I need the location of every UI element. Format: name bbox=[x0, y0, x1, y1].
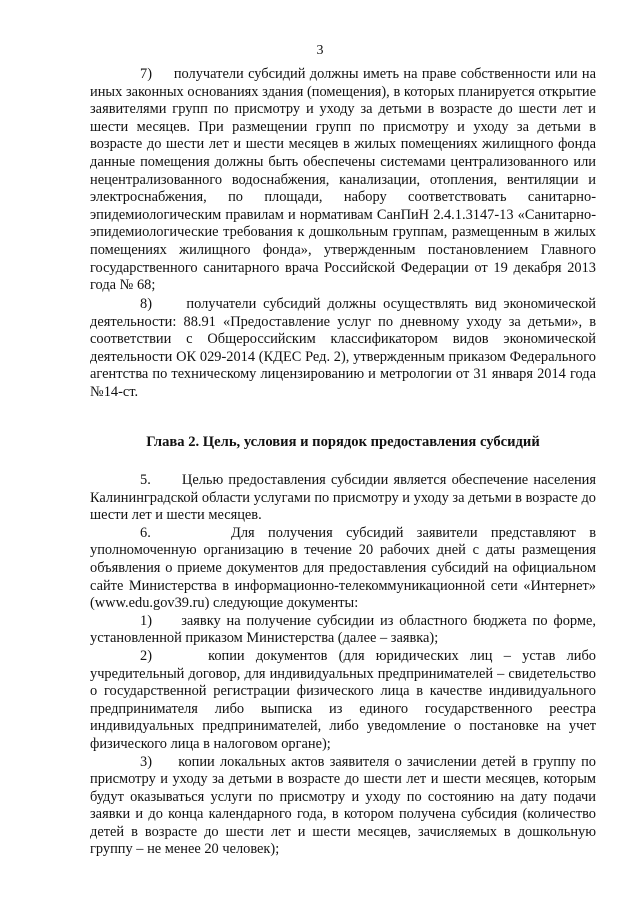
section-block-c bbox=[90, 472, 596, 859]
paragraph-item-7: 7) получатели субсидий должны иметь на праве собственности или на иных законных основаниях здания (помещения), в которых планируется открытие заявителями групп по присмотру и уходу за детьми в возрасте до шести лет и шести месяцев. При размещении групп по присмотру и уходу за детьми в возрасте до шести лет и шести месяцев в жилых помещениях жилищного фонда данные помещения должны быть обеспечены системами централизованного или нецентрализованного водоснабжения, канализации, отопления, вентиляции и электроснабжения, по площади, набору соответствовать санитарно-эпидемиологическим правилам и нормативам СанПиН 2.4.1.3147-13 «Санитарно-эпидемиологические требования к дошкольным группам, размещенным в жилых помещениях жилищного фонда», утвержденным постановлением Главного государственного санитарного врача Российской Федерации от 19 декабря 2013 года № 68; bbox=[90, 66, 596, 294]
page-number: 3 bbox=[316, 43, 324, 58]
paragraph-subitem-3: 3) копии локальных актов заявителя о зачислении детей в группу по присмотру и уходу за детьми в возрасте до шести лет и шести месяцев, которым будут оказываться услуги по присмотру и уходу по состоянию на дату подачи заявки и до конца календарного года, в котором получена субсидия (количество детей в возрасте до шести лет и шести месяцев, зачисляемых в дошкольную группу – не менее 20 человек); bbox=[90, 753, 596, 858]
paragraph-subitem-2: 2) копии документов (для юридических лиц – устав либо учредительный договор, для индивидуальных предпринимателей – свидетельство о государственной регистрации физического лица в качестве индивидуального предпринимателя либо выписка из единого государственного реестра индивидуальных предпринимателей, либо уведомление о постановке на учет физического лица в налоговом органе); bbox=[90, 647, 596, 752]
paragraph-subitem-1: 1) заявку на получение субсидии из областного бюджета по форме, установленной приказом Министерства (далее – заявка); bbox=[90, 612, 596, 647]
paragraph-clause-5: 5. Целью предоставления субсидии является обеспечение населения Калининградской области услугами по присмотру и уходу за детьми в возрасте до шести лет и шести месяцев. bbox=[90, 472, 596, 524]
paragraph-clause-6: 6. Для получения субсидий заявители представляют в уполномоченную организацию в течение 20 рабочих дней с даты размещения объявления о приеме документов для предоставления субсидий на официальном сайте Министерства в информационно-телекоммуникационной сети «Интернет» (www.edu.gov39.ru) следующие документы: bbox=[90, 524, 596, 612]
paragraph-item-8: 8) получатели субсидий должны осуществлять вид экономической деятельности: 88.91 «Предоставление услуг по дневному уходу за детьми», в соответствии с Общероссийским классификатором видов экономической деятельности ОК 029-2014 (КДЕС Ред. 2), утвержденным приказом Федерального агентства по техническому лицензированию и метрологии от 31 января 2014 года №14-ст. bbox=[90, 296, 596, 400]
section-block-b bbox=[90, 296, 596, 402]
chapter-heading: Глава 2. Цель, условия и порядок предоставления субсидий bbox=[146, 434, 540, 450]
section-block-a bbox=[90, 66, 596, 295]
